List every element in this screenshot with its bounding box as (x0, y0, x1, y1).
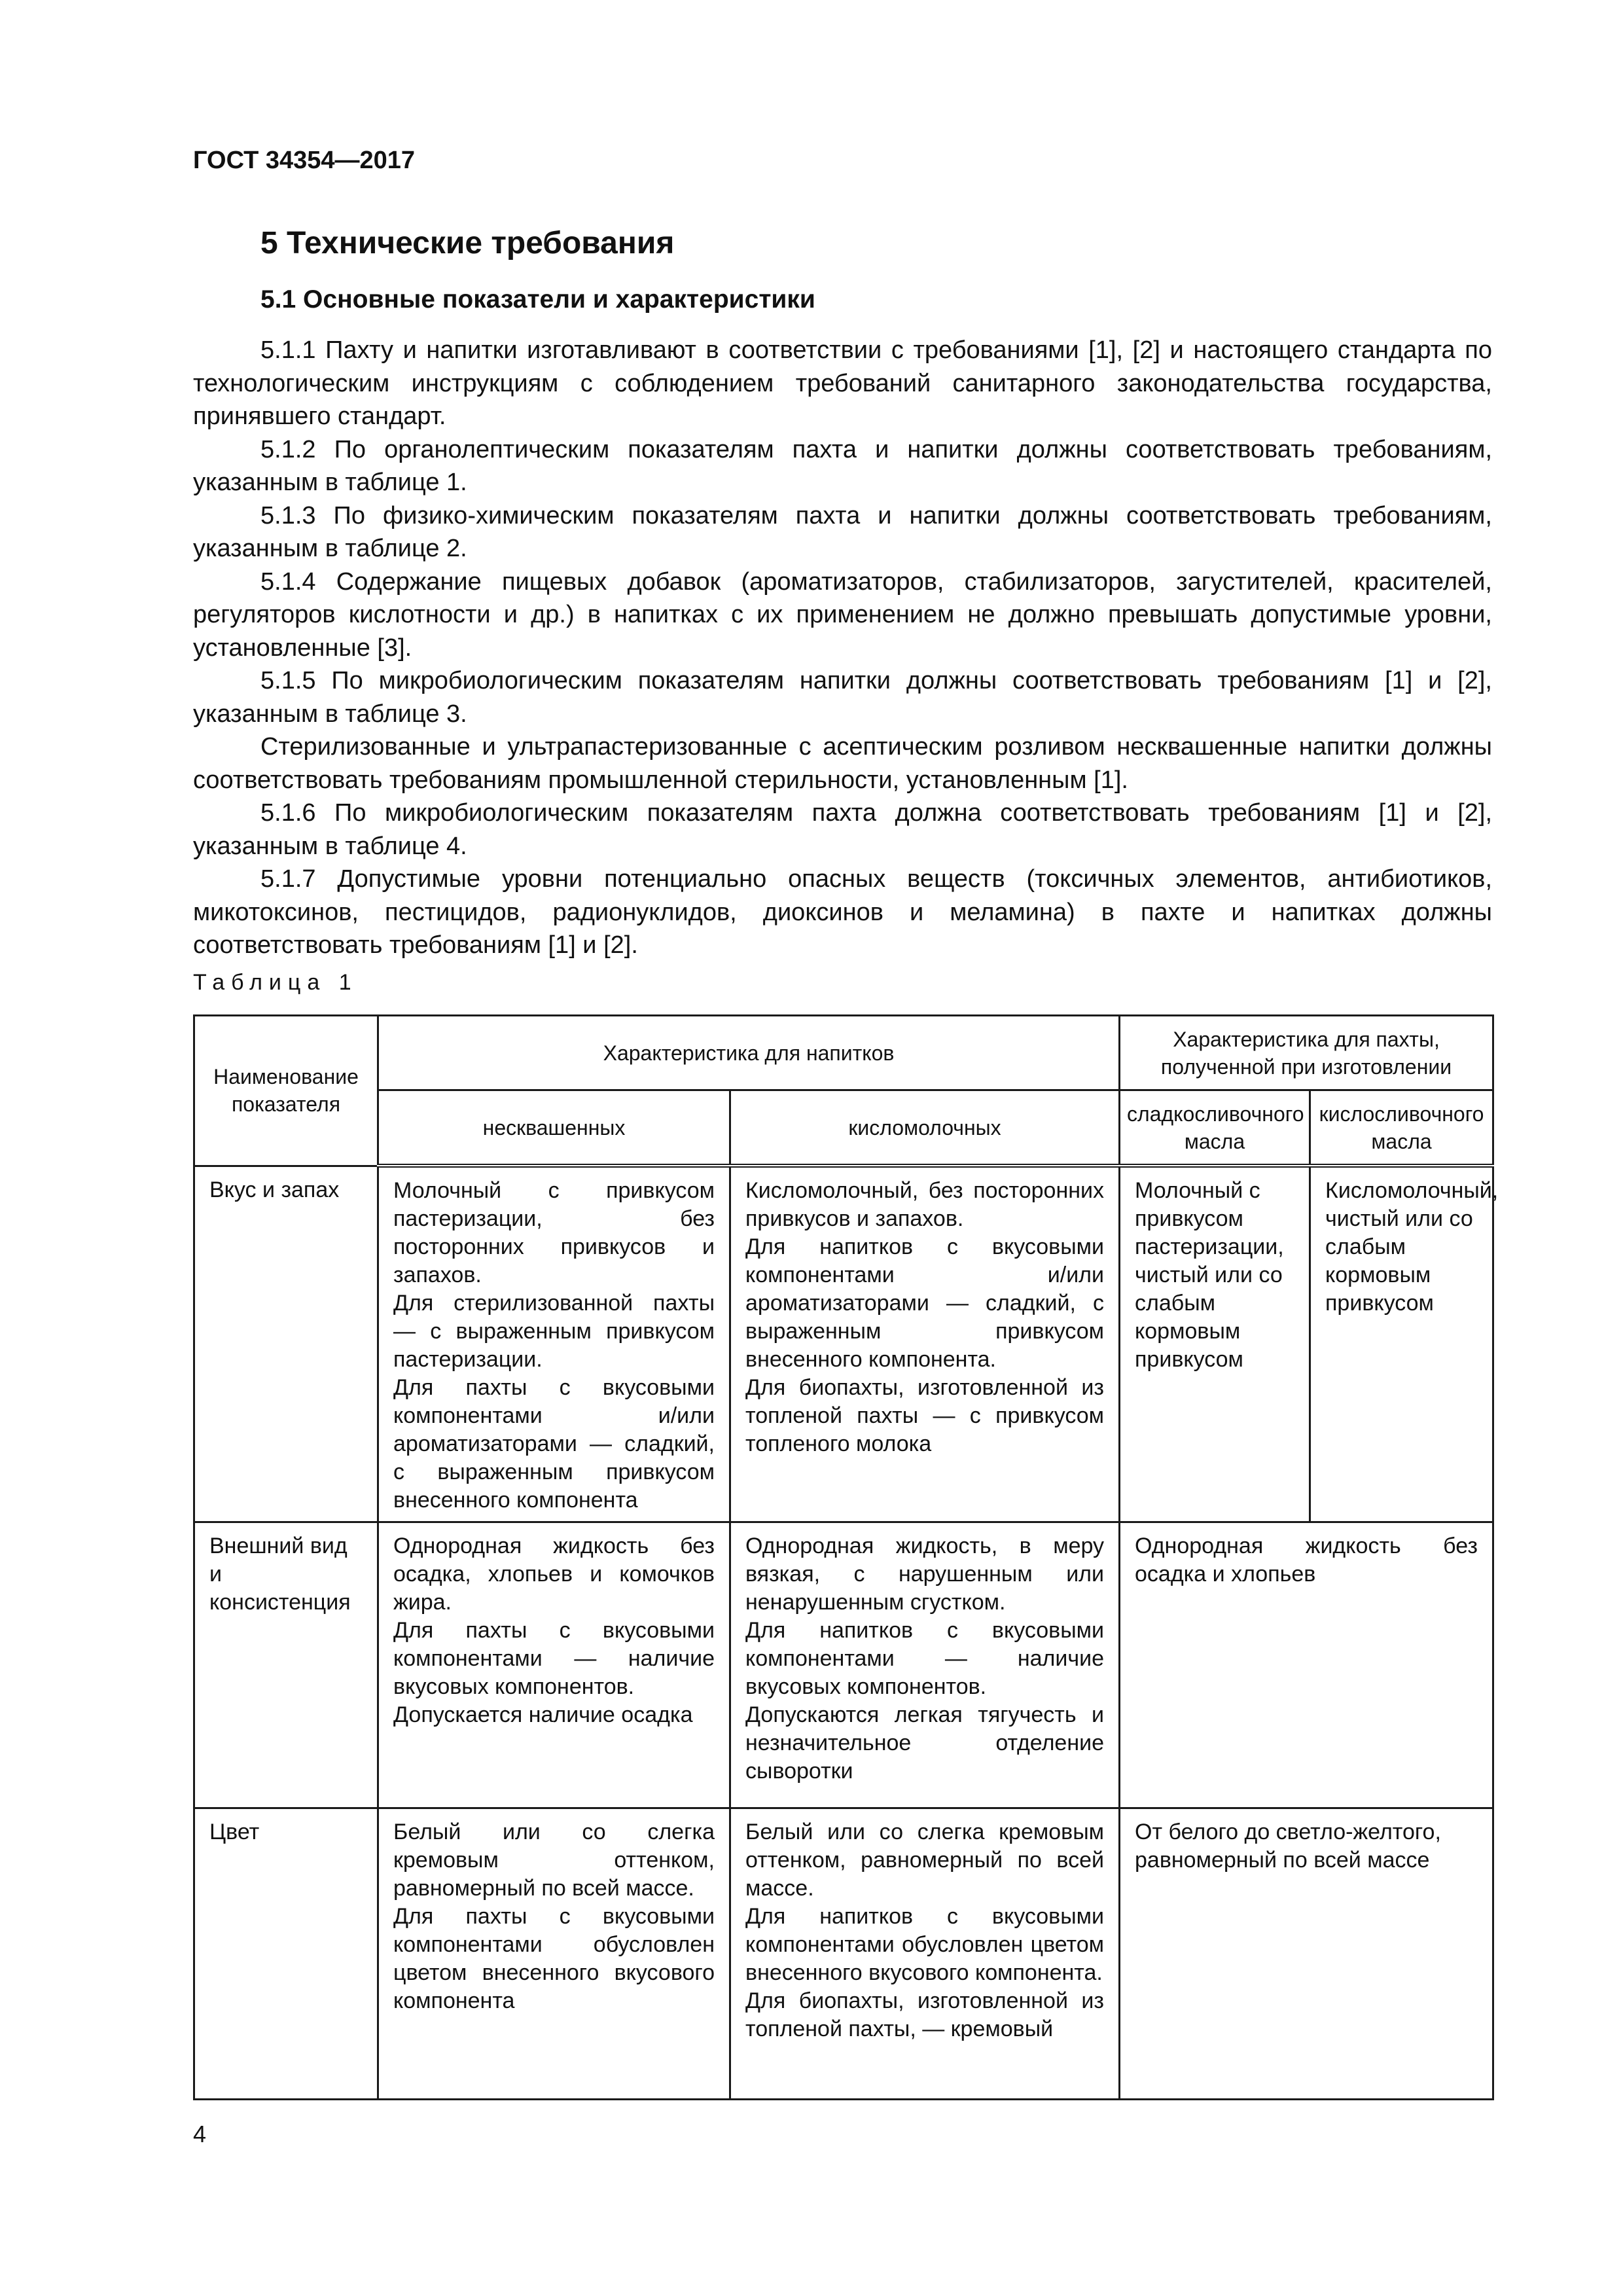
row-name-taste: Вкус и запах (194, 1166, 378, 1522)
paragraph-5-1-6: 5.1.6 По микробиологическим показателям пахта должна соответствовать требованиям [1] и [2], указанным в таблице 4. (193, 799, 1492, 860)
cell-text-line: Однородная жидкость без осадка, хлопьев и комочков жира. (393, 1534, 715, 1615)
paragraph-5-1-3: 5.1.3 По физико-химическим показателям пахта и напитки должны соответствовать требованиям, указанным в таблице 2. (193, 501, 1492, 562)
cell-text-line: Однородная жидкость, в меру вязкая, с нарушенным или ненарушенным сгустком. (745, 1534, 1105, 1615)
paragraph-5-1-2: 5.1.2 По органолептическим показателям пахта и напитки должны соответствовать требованиям, указанным в таблице 1. (193, 435, 1492, 496)
page-number: 4 (193, 2121, 207, 2147)
header-sweet-cream-butter: сладкосливочного масла (1120, 1090, 1310, 1166)
cell-color-unfermented (378, 1808, 730, 2100)
page-header-standard: ГОСТ 34354—2017 (193, 147, 416, 174)
cell-color-buttermilk: От белого до светло-желтого, равномерный по всей массе (1120, 1808, 1493, 2100)
header-sour-cream-butter: кислосливочного масла (1310, 1090, 1493, 1166)
table-row-appearance (194, 1522, 1493, 1808)
header-drinks-group: Характеристика для напитков (378, 1016, 1120, 1090)
header-unfermented: несквашенных (378, 1090, 730, 1166)
row-name-color: Цвет (194, 1808, 378, 2100)
cell-text-line: Молочный с привкусом пастеризации, без посторонних привкусов и запахов. (393, 1178, 715, 1287)
section-title: 5 Технические требования (260, 226, 675, 260)
table-row-color (194, 1808, 1493, 2100)
cell-text-line: Допускается наличие осадка (393, 1702, 693, 1727)
cell-taste-sour-cream: Кисломолочный, чистый или со слабым кормовым привкусом (1310, 1166, 1493, 1522)
cell-text-line: Белый или со слегка кремовым оттенком, равномерный по всей массе. (393, 1820, 715, 1901)
header-indicator-name: Наименование показателя (194, 1016, 378, 1166)
cell-text-line: Для биопахты, изготовленной из топленой пахты — с привкусом топленого молока (745, 1375, 1105, 1456)
table-caption: Таблица 1 (193, 970, 358, 995)
cell-appearance-fermented (730, 1522, 1120, 1808)
cell-text-line: Для напитков с вкусовыми компонентами и/или ароматизаторами — сладкий, с выраженным привкусом внесенного компонента. (745, 1234, 1105, 1372)
paragraph-sterilized: Стерилизованные и ультрапастеризованные с асептическим розливом несквашенные напитки должны соответствовать требованиям промышленной стерильности, установленным [1]. (193, 733, 1492, 794)
table-row-taste (194, 1166, 1493, 1522)
cell-taste-unfermented (378, 1166, 730, 1522)
cell-appearance-unfermented (378, 1522, 730, 1808)
subsection-title: 5.1 Основные показатели и характеристики (260, 285, 815, 314)
cell-text-line: Для пахты с вкусовыми компонентами и/или ароматизаторами — сладкий, с выраженным привкусом внесенного компонента (393, 1375, 715, 1513)
paragraph-5-1-1: 5.1.1 Пахту и напитки изготавливают в соответствии с требованиями [1], [2] и настоящего стандарта по технологическим инструкциям с соблюдением требований санитарного законодательства государства, принявшего стандарт. (193, 336, 1492, 430)
cell-text-line: Для биопахты, изготовленной из топленой пахты, — кремовый (745, 1988, 1105, 2041)
cell-text-line: Допускаются легкая тягучесть и незначительное отделение сыворотки (745, 1702, 1105, 1784)
cell-taste-sweet-cream: Молочный с привкусом пастеризации, чистый или со слабым кормовым привкусом (1120, 1166, 1310, 1522)
row-name-appearance: Внешний вид и консистенция (194, 1522, 378, 1808)
paragraph-5-1-7: 5.1.7 Допустимые уровни потенциально опасных веществ (токсичных элементов, антибиотиков, микотоксинов, пестицидов, радионуклидов, диоксинов и меламина) в пахте и напитках должны соответствовать требованиям [1] и [2]. (193, 865, 1492, 959)
cell-color-fermented (730, 1808, 1120, 2100)
paragraph-5-1-4: 5.1.4 Содержание пищевых добавок (ароматизаторов, стабилизаторов, загустителей, красителей, регуляторов кислотности и др.) в напитках с их применением не должно превышать допустимые уровни, установленные [3]. (193, 567, 1492, 662)
cell-text-line: Кисломолочный, без посторонних привкусов и запахов. (745, 1178, 1105, 1231)
cell-text-line: Для напитков с вкусовыми компонентами — наличие вкусовых компонентов. (745, 1618, 1105, 1699)
cell-text-line: Для пахты с вкусовыми компонентами — наличие вкусовых компонентов. (393, 1618, 715, 1699)
cell-taste-fermented (730, 1166, 1120, 1522)
cell-text-line: Для напитков с вкусовыми компонентами обусловлен цветом внесенного вкусового компонента. (745, 1904, 1105, 1985)
table-subheader-row (194, 1090, 1493, 1166)
table-header-row (194, 1016, 1493, 1090)
organoleptic-table (193, 1014, 1499, 2100)
paragraph-5-1-5: 5.1.5 По микробиологическим показателям напитки должны соответствовать требованиям [1] и [2], указанным в таблице 3. (193, 667, 1492, 728)
body-text (193, 334, 1492, 962)
cell-text-line: Для стерилизованной пахты — с выраженным привкусом пастеризации. (393, 1291, 715, 1372)
header-buttermilk-group: Характеристика для пахты, полученной при изготовлении (1120, 1016, 1493, 1090)
cell-text-line: Для пахты с вкусовыми компонентами обусловлен цветом внесенного вкусового компонента (393, 1904, 715, 2013)
header-fermented: кисломолочных (730, 1090, 1120, 1166)
cell-appearance-buttermilk: Однородная жидкость без осадка и хлопьев (1120, 1522, 1493, 1808)
cell-text-line: Белый или со слегка кремовым оттенком, равномерный по всей массе. (745, 1820, 1105, 1901)
